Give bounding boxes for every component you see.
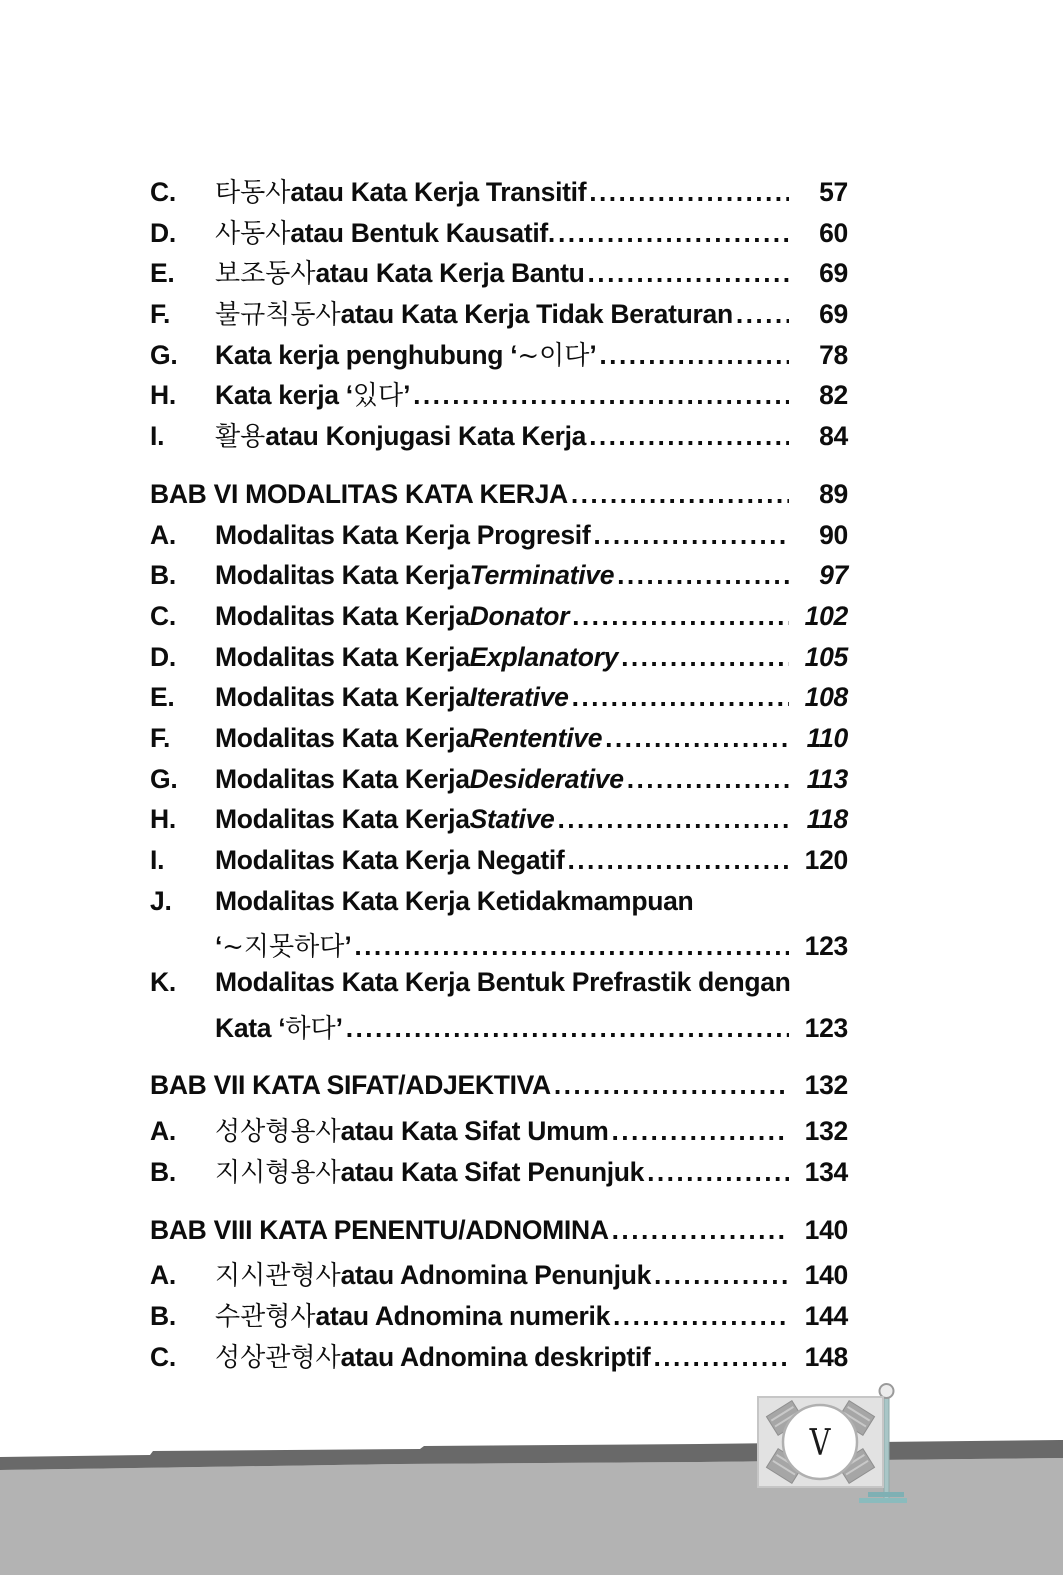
entry-text: Modalitas Kata Kerja Progresif [215,519,591,550]
page-number: 57 [819,177,848,207]
entry-text-italic: Explanatory [469,641,619,672]
leader-dots [346,1013,789,1044]
toc-entry [150,253,848,294]
page-number: 113 [806,763,848,794]
flag-pole-base [859,1498,907,1503]
entry-text-italic: Donator [469,600,570,631]
leader-dots [572,682,789,713]
page-number: 108 [804,682,848,713]
entry-text-italic: Rententive [469,722,603,753]
toc-entry [150,1152,848,1193]
entry-text: Modalitas Kata Kerja [215,641,470,672]
flag-pole-base [868,1492,904,1497]
entry-text-korean: 하다 [285,1013,336,1044]
entry-letter: F. [150,299,171,330]
page-number: 97 [819,560,848,591]
chapter-heading [150,1215,848,1256]
entry-text: atau Konjugasi Kata Kerja [265,421,587,452]
entry-letter: J. [150,885,172,916]
entry-text: atau Kata Sifat Umum [340,1116,609,1147]
entry-text: ’ [335,1012,343,1043]
entry-letter: D. [150,217,176,248]
leader-dots [612,1215,789,1246]
toc-entry [150,886,848,927]
entry-text-korean: 불규칙동사 [215,300,341,331]
entry-text: Modalitas Kata Kerja [215,804,470,835]
entry-text: atau Kata Kerja Bantu [315,258,585,289]
toc-entry [150,1255,848,1296]
entry-text-italic: Stative [469,804,555,835]
entry-letter: A. [150,1260,176,1291]
page-number: 132 [804,1116,848,1147]
leader-dots [557,804,789,835]
entry-letter: G. [150,763,178,794]
entry-text-korean: 타동사 [215,178,291,208]
entry-text-korean: ~지못하다 [222,932,345,963]
page-number: 132 [804,1070,848,1101]
leader-dots [653,1342,789,1373]
entry-letter: E. [150,258,175,289]
leader-dots [647,1157,789,1188]
page-number: 89 [819,478,848,509]
entry-text: Modalitas Kata Kerja Ketidakmampuan [215,885,694,916]
footer-graphic [0,1380,1063,1575]
entry-text: Kata kerja penghubung ‘ [215,339,518,370]
entry-letter: K. [150,967,176,998]
entry-text-korean: 성상관형사 [215,1342,341,1373]
entry-letter: B. [150,1156,176,1187]
entry-text: Modalitas Kata Kerja [215,682,470,713]
entry-text: Kata kerja ‘ [215,380,353,411]
page-number: 82 [819,380,848,411]
leader-dots [605,723,789,754]
leader-dots [567,845,789,876]
entry-letter: H. [150,380,176,411]
footer-page-number: V [809,1421,831,1464]
page-number: 105 [804,641,848,672]
entry-text-korean: 지시형용사 [215,1157,341,1188]
entry-text: ‘ [215,931,223,962]
toc-entry [150,682,848,723]
page-number: 148 [804,1341,848,1372]
entry-letter: B. [150,560,176,591]
toc-entry [150,172,848,213]
leader-dots [572,601,789,632]
entry-text-korean: 수관형사 [215,1301,316,1332]
leader-dots [613,1301,789,1332]
entry-text-italic: Desiderative [469,763,624,794]
entry-text: atau Adnomina deskriptif [340,1341,651,1372]
page-number: 110 [806,722,848,753]
page-number: 144 [804,1300,848,1331]
leader-dots [554,1070,789,1101]
entry-text: Modalitas Kata Kerja [215,560,470,591]
entry-letter: C. [150,177,176,207]
entry-letter: G. [150,339,178,370]
chapter-heading-text: BAB VII KATA SIFAT/ADJEKTIVA [150,1070,551,1101]
toc-entry [150,723,848,764]
page-number: 123 [804,931,848,962]
entry-text: atau Adnomina numerik [315,1300,611,1331]
leader-dots [589,421,789,452]
entry-text-korean: ~이다 [517,340,590,371]
entry-text-korean: 있다 [352,381,404,412]
entry-text: ’ [589,339,597,370]
toc-entry [150,601,848,642]
entry-letter: I. [150,421,165,452]
entry-letter: B. [150,1300,176,1331]
entry-text: atau Bentuk Kausatif. [290,217,555,248]
entry-letter: H. [150,804,176,835]
toc-entry [150,416,848,457]
toc-entry [150,1296,848,1337]
toc-entry [150,642,848,683]
entry-text-korean: 사동사 [215,218,291,249]
leader-dots [736,299,789,330]
page-number: 120 [804,845,848,875]
toc-entry [150,967,848,1008]
toc-entry-continuation [150,926,848,967]
entry-letter: D. [150,641,176,672]
chapter-heading [150,1070,848,1111]
entry-text: Modalitas Kata Kerja [215,600,470,631]
leader-dots [654,1260,789,1291]
toc-entry [150,520,848,561]
toc-entry [150,845,848,886]
entry-text-italic: Terminative [469,560,615,591]
entry-text: atau Kata Sifat Penunjuk [340,1156,645,1187]
entry-letter: I. [150,845,165,875]
leader-dots [571,479,789,510]
chapter-heading [150,479,848,520]
entry-letter: E. [150,682,175,713]
chapter-heading-text: BAB VIII KATA PENENTU/ADNOMINA [150,1214,609,1245]
leader-dots [599,340,789,371]
page-number-badge [758,1397,883,1487]
leader-dots [617,560,789,591]
entry-letter: A. [150,1116,176,1147]
leader-dots [588,258,789,289]
entry-text: atau Kata Kerja Transitif [290,177,587,207]
page-number: 69 [819,258,848,289]
page-number: 60 [819,217,848,248]
page-number: 90 [819,519,848,550]
table-of-contents [150,172,848,1377]
toc-entry [150,375,848,416]
leader-dots [413,380,789,411]
entry-text-italic: Iterative [469,682,569,713]
page-number: 140 [804,1214,848,1245]
page-number: 140 [804,1260,848,1291]
page-number: 118 [806,804,848,835]
leader-dots [611,1116,789,1147]
entry-text: ’ [403,380,411,411]
page-number: 69 [819,299,848,330]
toc-entry-continuation [150,1008,848,1049]
leader-dots [621,642,789,673]
entry-letter: F. [150,722,171,753]
toc-entry [150,213,848,254]
leader-dots [627,764,789,795]
footer-band-light [0,1458,1063,1575]
toc-entry [150,335,848,376]
leader-dots [593,520,789,551]
entry-text-korean: 지시관형사 [215,1261,341,1292]
entry-text-korean: 성상형용사 [215,1117,341,1148]
toc-entry [150,1337,848,1378]
toc-entry [150,804,848,845]
leader-dots [558,218,789,249]
page-number: 123 [804,1012,848,1043]
leader-dots [589,177,789,208]
chapter-heading-text: BAB VI MODALITAS KATA KERJA [150,478,568,509]
toc-entry [150,1111,848,1152]
entry-letter: C. [150,600,176,631]
flag-pole-finial [880,1384,894,1398]
entry-text: ’ [344,931,352,962]
toc-entry [150,560,848,601]
entry-text: Kata ‘ [215,1012,286,1043]
entry-text-korean: 활용 [215,422,266,453]
page-number: 84 [819,421,848,452]
entry-text: Modalitas Kata Kerja Negatif [215,845,565,875]
toc-entry [150,764,848,805]
entry-text: Modalitas Kata Kerja Bentuk Prefrastik dengan [215,967,791,998]
entry-text-korean: 보조동사 [215,259,316,290]
toc-entry [150,294,848,335]
entry-text: Modalitas Kata Kerja [215,722,470,753]
entry-letter: A. [150,519,176,550]
entry-text: atau Kata Kerja Tidak Beraturan [340,299,733,330]
entry-text: atau Adnomina Penunjuk [340,1260,652,1291]
page-number: 78 [819,339,848,370]
page-number: 134 [804,1156,848,1187]
page-number: 102 [804,600,848,631]
flag-pole [884,1392,889,1500]
leader-dots [354,931,789,962]
entry-letter: C. [150,1341,176,1372]
entry-text: Modalitas Kata Kerja [215,763,470,794]
